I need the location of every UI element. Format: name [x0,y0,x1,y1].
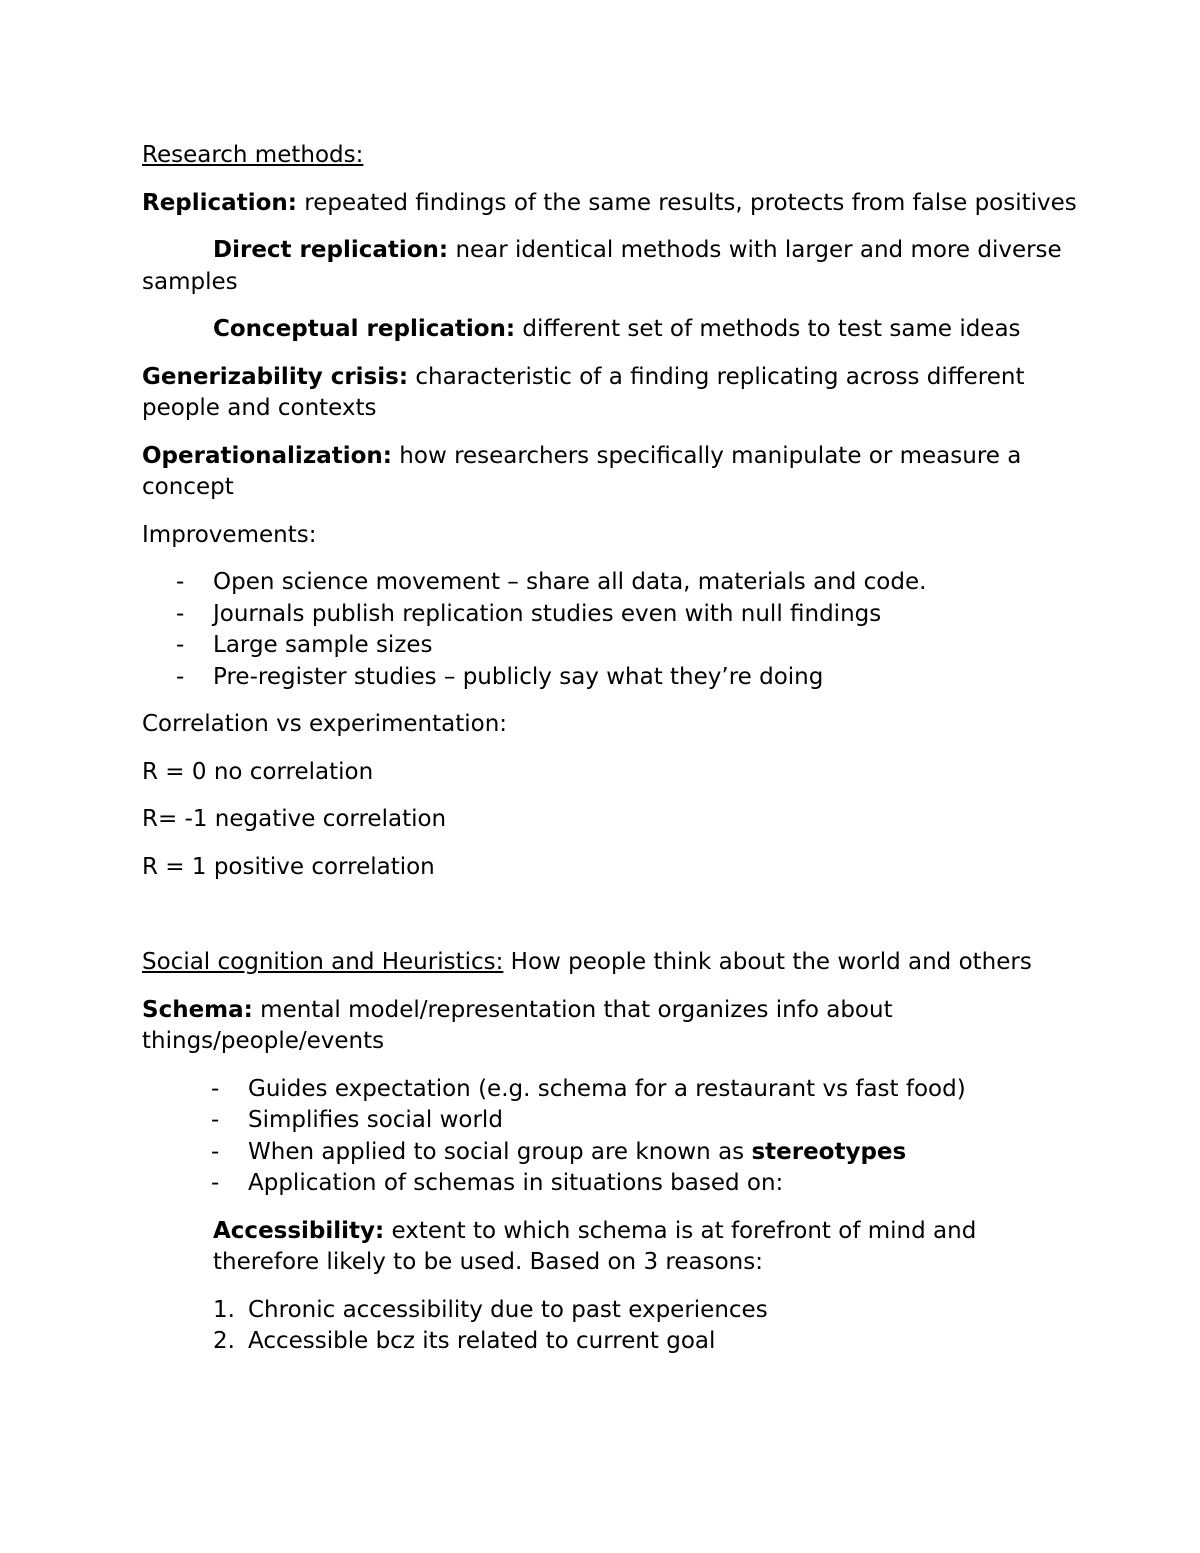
list-item: - Application of schemas in situations based on: [211,1170,784,1196]
list-item: - Guides expectation (e.g. schema for a restaurant vs fast food) [211,1075,966,1102]
definition-operationalization: Operationalization: how researchers specifically manipulate or measure a concept [142,442,1022,500]
list-item: - Journals publish replication studies even with null findings [176,600,882,627]
list-item: - Large sample sizes [176,632,433,658]
schema-list [142,1074,1082,1200]
correlation-negative: R= -1 negative correlation [142,806,447,832]
correlation-positive: R = 1 positive correlation [142,853,435,880]
definition-schema: Schema: mental model/representation that organizes info about things/people/events [142,996,893,1054]
document-page [142,140,1082,1374]
list-item: 2. Accessible bcz its related to current goal [213,1328,716,1354]
definition-direct-replication: Direct replication: near identical methods with larger and more diverse samples [142,237,1062,295]
improvements-label: Improvements: [142,521,317,548]
list-item: 1. Chronic accessibility due to past experiences [213,1296,768,1323]
section-heading-research-methods: Research methods: [142,142,364,168]
list-item: - Simplifies social world [211,1107,503,1133]
definition-generizability-crisis: Generizability crisis: characteristic of a finding replicating across different people and contexts [142,363,1025,421]
definition-conceptual-replication: Conceptual replication: different set of methods to test same ideas [213,316,1021,342]
correlation-label: Correlation vs experimentation: [142,711,508,737]
list-item: - When applied to social group are known as stereotypes [211,1138,907,1165]
correlation-r0: R = 0 no correlation [142,758,374,785]
reasons-list [142,1295,1082,1358]
definition-replication: Replication: repeated findings of the same results, protects from false positives [142,189,1077,216]
definition-accessibility: Accessibility: extent to which schema is at forefront of mind and therefore likely to be used. Based on 3 reasons: [213,1217,977,1275]
improvements-list [142,567,1082,693]
list-item: - Open science movement – share all data, materials and code. [176,569,927,595]
spacer [142,899,1082,947]
section-heading-social-cognition: Social cognition and Heuristics: How people think about the world and others [142,949,1032,975]
list-item: - Pre-register studies – publicly say what they’re doing [176,663,824,690]
